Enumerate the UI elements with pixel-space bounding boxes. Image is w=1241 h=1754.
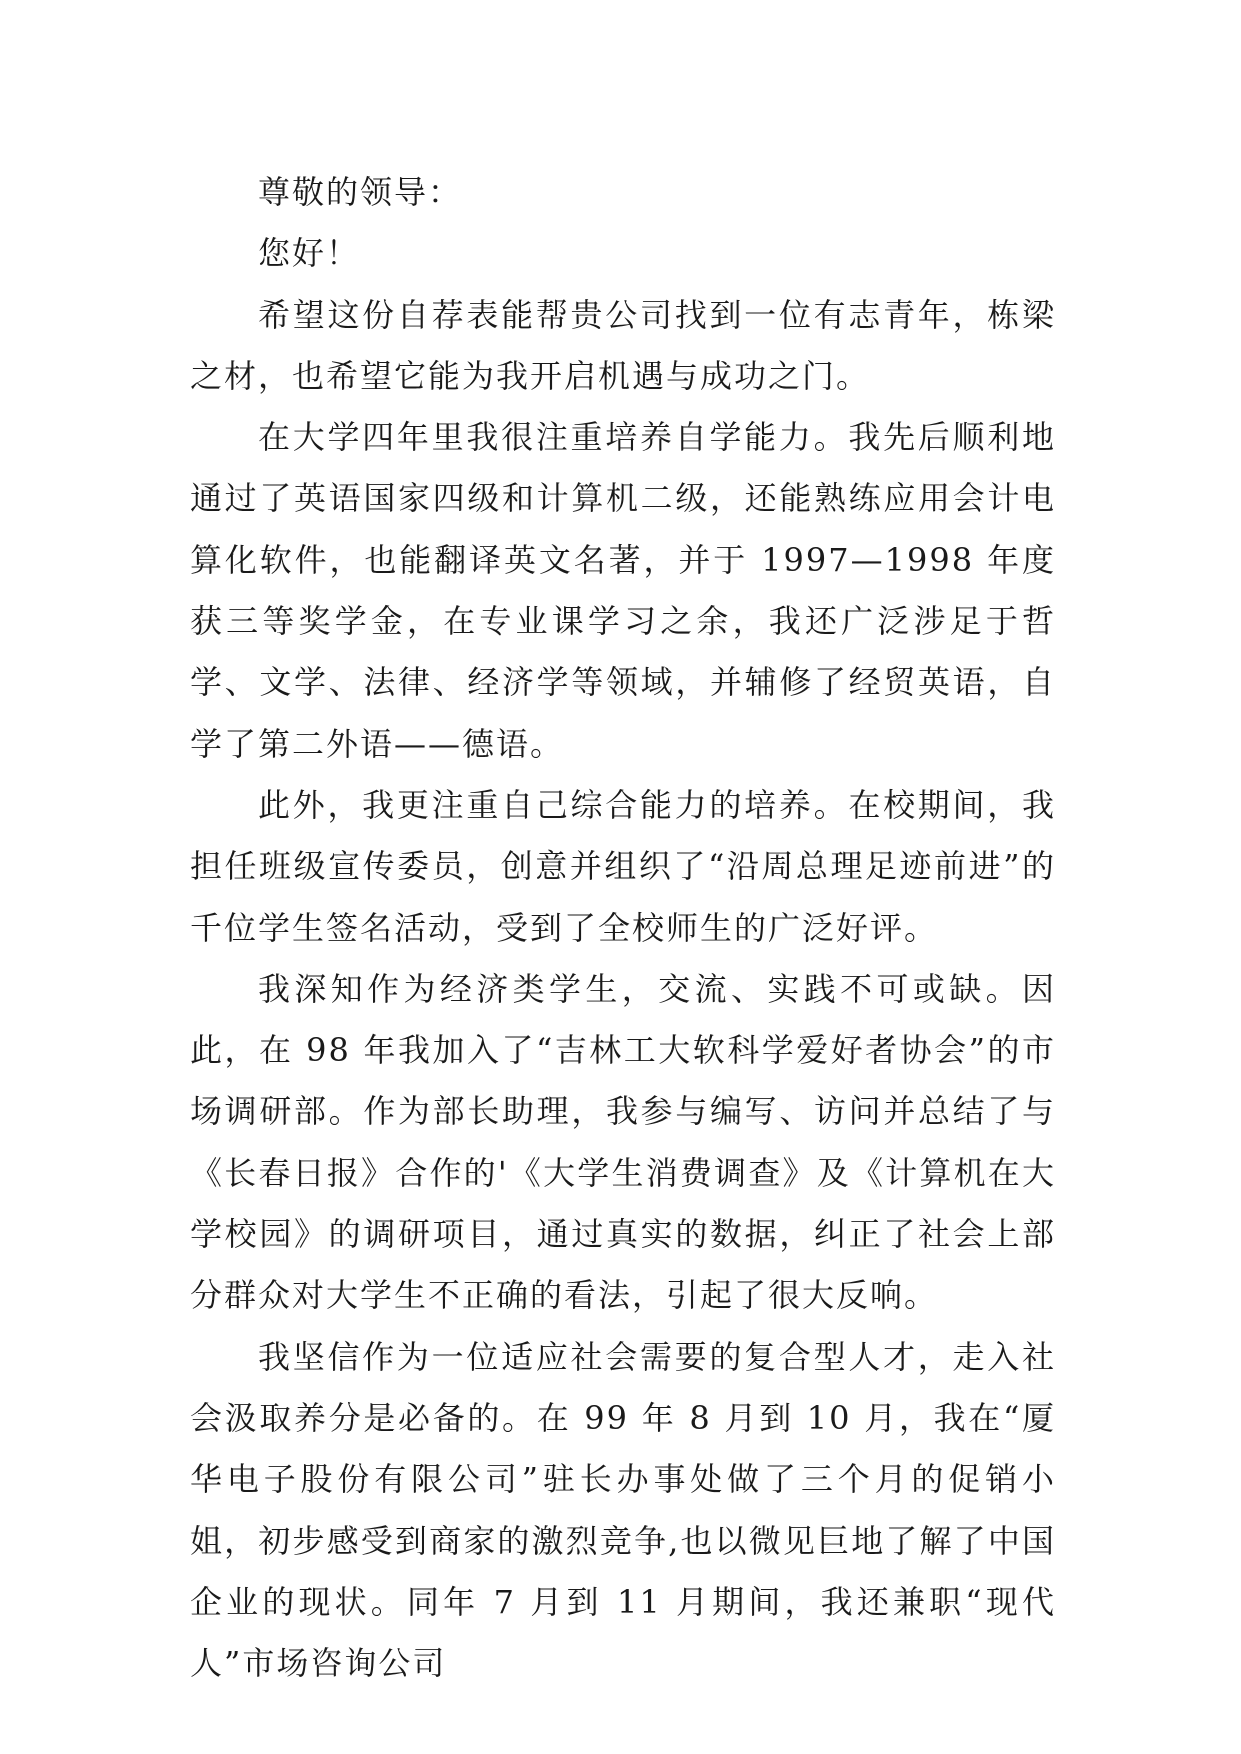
- paragraph-intro: 希望这份自荐表能帮贵公司找到一位有志青年，栋梁之材，也希望它能为我开启机遇与成功之门。: [190, 295, 1056, 395]
- paragraph-practice: 我深知作为经济类学生，交流、实践不可或缺。因此，在 98 年我加入了“吉林工大软科学爱好者协会”的市场调研部。作为部长助理，我参与编写、访问并总结了与《长春日报》合作的'《大学生消费调查》及《计算机在大学校园》的调研项目，通过真实的数据，纠正了社会上部分群众对大学生不正确的看法，引起了很大反响。: [190, 969, 1056, 1315]
- paragraph-abilities: 此外，我更注重自己综合能力的培养。在校期间，我担任班级宣传委员，创意并组织了“沿周总理足迹前进”的千位学生签名活动，受到了全校师生的广泛好评。: [190, 785, 1056, 947]
- greeting: 您好！: [258, 234, 361, 273]
- salutation: 尊敬的领导：: [258, 173, 463, 211]
- paragraph-work: 我坚信作为一位适应社会需要的复合型人才，走入社会汲取养分是必备的。在 99 年 8 月到 10 月，我在“厦华电子股份有限公司”驻长办事处做了三个月的促销小姐，初步感受到商家的激烈竞争,也以微见巨地了解了中国企业的现状。同年 7 月到 11 月期间，我还兼职“现代人”市场咨询公司: [190, 1337, 1056, 1683]
- letter-body: [190, 162, 1056, 1694]
- paragraph-study: 在大学四年里我很注重培养自学能力。我先后顺利地通过了英语国家四级和计算机二级，还能熟练应用会计电算化软件，也能翻译英文名著，并于 1997—1998 年度获三等奖学金，在专业课学习之余，我还广泛涉足于哲学、文学、法律、经济学等领域，并辅修了经贸英语，自学了第二外语——德语。: [190, 418, 1056, 763]
